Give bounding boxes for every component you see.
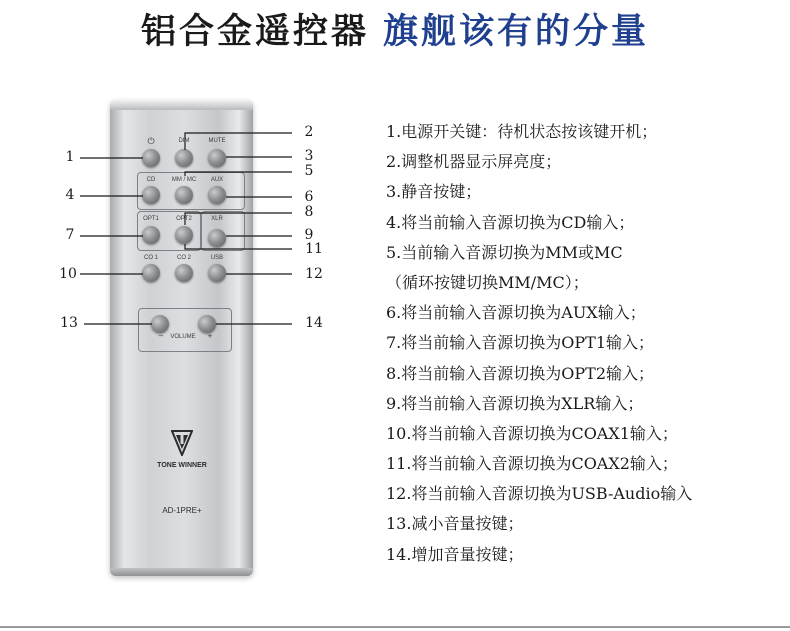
callout-1: 1	[65, 149, 75, 165]
desc-item: （循环按键切换MM/MC）；	[386, 272, 589, 292]
co2-label: CO 2	[176, 255, 191, 261]
desc-item: 2.调整机器显示屏亮度；	[386, 152, 562, 172]
volume-minus-sign: −	[158, 332, 164, 340]
title-highlight: 旗舰该有的分量	[383, 12, 650, 52]
remote-top-cap	[110, 100, 253, 110]
mute-label: MUTE	[208, 138, 226, 144]
desc-item: 3.静音按键；	[386, 182, 482, 202]
desc-item: 13.减小音量按键；	[386, 514, 524, 534]
xlr-button[interactable]	[208, 229, 226, 247]
footer-divider	[0, 626, 790, 628]
callout-9: 9	[304, 227, 314, 243]
desc-item: 1.电源开关键：待机状态按该键开机；	[386, 122, 658, 141]
desc-item: 4.将当前输入音源切换为CD输入；	[386, 212, 635, 232]
callout-6: 6	[304, 189, 314, 205]
callout-10: 10	[59, 266, 77, 282]
desc-item: 14.增加音量按键；	[386, 544, 524, 564]
callout-8: 8	[304, 204, 314, 220]
opt1-button[interactable]	[142, 226, 160, 244]
desc-item: 9.将当前输入音源切换为XLR输入；	[386, 393, 644, 413]
volume-label: VOLUME	[170, 334, 196, 340]
brand-name: TONE WINNER	[157, 462, 207, 469]
mute-button[interactable]	[208, 149, 226, 167]
power-label: ⏻	[147, 136, 155, 146]
desc-item: 12.将当前输入音源切换为USB-Audio输入	[386, 484, 693, 504]
aux-button[interactable]	[208, 186, 226, 204]
mm-mc-button[interactable]	[175, 186, 193, 204]
callout-7: 7	[65, 227, 75, 243]
usb-button[interactable]	[208, 264, 226, 282]
callout-13: 13	[60, 315, 78, 331]
volume-down-button[interactable]	[151, 315, 169, 333]
desc-item: 6.将当前输入音源切换为AUX输入；	[386, 303, 646, 323]
co2-button[interactable]	[175, 264, 193, 282]
desc-item: 5.当前输入音源切换为MM或MC	[386, 242, 623, 262]
callout-4: 4	[65, 187, 75, 203]
desc-item: 8.将当前输入音源切换为OPT2输入；	[386, 363, 655, 383]
function-description-list	[386, 117, 786, 570]
opt2-button[interactable]	[175, 226, 193, 244]
dim-label: DIM	[178, 138, 190, 144]
co1-label: CO 1	[143, 255, 158, 261]
callout-3: 3	[304, 148, 314, 164]
remote-bottom-cap	[110, 568, 253, 576]
tone-winner-logo-icon	[171, 430, 193, 456]
opt2-label: OPT2	[176, 216, 192, 222]
desc-item: 7.将当前输入音源切换为OPT1输入；	[386, 333, 655, 353]
volume-up-button[interactable]	[198, 315, 216, 333]
aux-label: AUX	[210, 177, 224, 183]
callout-5: 5	[304, 163, 314, 179]
model-name: AD-1PRE+	[162, 506, 202, 515]
callout-2: 2	[304, 124, 314, 140]
title-main: 铝合金遥控器	[140, 12, 369, 52]
co1-button[interactable]	[142, 264, 160, 282]
callout-14: 14	[305, 315, 323, 331]
cd-label: CD	[146, 177, 156, 183]
desc-item: 11.将当前输入音源切换为COAX2输入；	[386, 454, 678, 474]
volume-group	[138, 308, 232, 352]
power-button[interactable]	[142, 149, 160, 167]
callout-11: 11	[305, 241, 323, 257]
page-title	[0, 4, 790, 54]
usb-label: USB	[210, 255, 224, 261]
xlr-label: XLR	[211, 216, 223, 222]
volume-plus-sign: +	[207, 332, 213, 340]
cd-button[interactable]	[142, 186, 160, 204]
dim-button[interactable]	[175, 149, 193, 167]
mm-mc-label: MM / MC	[171, 177, 197, 183]
desc-item: 10.将当前输入音源切换为COAX1输入；	[386, 423, 678, 443]
opt1-label: OPT1	[143, 216, 159, 222]
callout-12: 12	[305, 266, 323, 282]
